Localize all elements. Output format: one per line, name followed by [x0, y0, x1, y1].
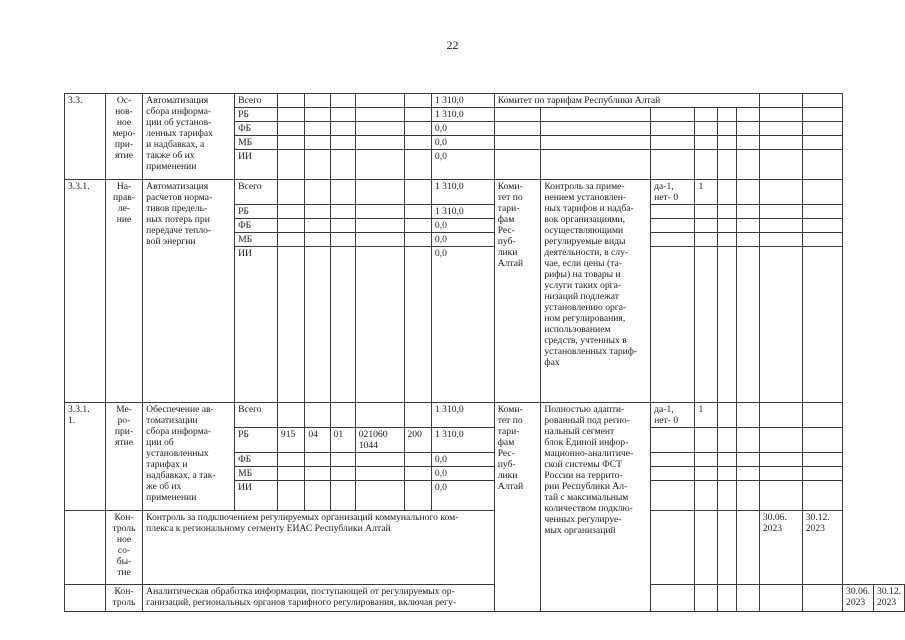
source-label: ФБ — [235, 122, 278, 136]
date-end: 30.12. 2023 — [802, 511, 842, 585]
source-label: МБ — [235, 467, 278, 481]
amount: 0,0 — [431, 150, 494, 180]
source-label: ФБ — [235, 453, 278, 467]
source-label: ИИ — [235, 481, 278, 511]
grbs-code: 915 — [277, 428, 304, 453]
source-label: ИИ — [235, 247, 278, 403]
amount: 0,0 — [431, 453, 494, 467]
indicator-value: 1 — [695, 180, 718, 205]
source-label: ФБ — [235, 219, 278, 233]
amount: 0,0 — [431, 122, 494, 136]
subsection-code: 01 — [330, 428, 355, 453]
row-number: 3.3. — [65, 94, 106, 180]
date-end: 30.12. 2023 — [874, 585, 905, 612]
control-event-kind: Кон- троль — [105, 585, 142, 612]
row-number: 3.3.1. — [65, 180, 106, 403]
page-number: 22 — [446, 38, 459, 52]
amount: 0,0 — [431, 136, 494, 150]
table-row — [65, 403, 905, 428]
amount: 1 310,0 — [431, 403, 494, 428]
source-label: РБ — [235, 428, 278, 453]
row-name: Обеспечение ав- томатизации сбора информа- ции об установленных тарифах и надбавках, а так- же об их применении — [143, 403, 235, 511]
amount: 0,0 — [431, 233, 494, 247]
expense-type-code: 200 — [404, 428, 431, 453]
amount: 1 310,0 — [431, 94, 494, 108]
amount: 0,0 — [431, 219, 494, 233]
table-row — [65, 585, 905, 612]
source-label: РБ — [235, 205, 278, 219]
table-row — [65, 94, 905, 108]
table-row — [65, 180, 905, 205]
section-code: 04 — [305, 428, 330, 453]
expected-result: Контроль за приме- нением установлен- ных тарифов и надба- вок организациями, осуществляющими регулируемые виды деятельности, в слу- чае, если цены (та- рифы) на товары и услуги таких орга- низаций подлежат установлению орга- ном регулирования, использованием средств, учтенных в установленных тариф- фах — [541, 180, 651, 403]
indicator-value: 1 — [695, 403, 718, 428]
control-event-text: Аналитическая обработка информации, поступающей от регулируемых ор- ганизаций, региональных органов тарифного регулирования, включая регу- — [143, 585, 495, 612]
expected-result: Полностью адапти- рованный под регио- нальный сегмент блок Единой инфор- мационно-аналитиче- ской системы ФСТ России на террито- рии Республики Ал- тай с максимальным количеством подклю- ченных регулируе- мых организаций — [541, 403, 651, 612]
amount: 0,0 — [431, 467, 494, 481]
date-start: 30.06. 2023 — [759, 511, 802, 585]
target-article-code: 021060 1044 — [355, 428, 404, 453]
source-label: Всего — [235, 403, 278, 428]
amount: 1 310,0 — [431, 205, 494, 219]
row-kind: Ос- нов- ное меро- при- ятие — [105, 94, 142, 180]
amount: 0,0 — [431, 247, 494, 403]
source-label: ИИ — [235, 150, 278, 180]
source-label: МБ — [235, 233, 278, 247]
amount: 1 310,0 — [431, 428, 494, 453]
amount: 1 310,0 — [431, 108, 494, 122]
table-row — [65, 511, 905, 585]
executor: Комитет по тарифам Республики Алтай — [494, 94, 759, 108]
program-table — [64, 93, 905, 612]
control-event-text: Контроль за подключением регулируемых организаций коммунального ком- плекса к региональному сегменту ЕИАС Республики Алтай — [143, 511, 495, 585]
row-kind: Ме- ро- при- ятие — [105, 403, 142, 511]
date-start: 30.06. 2023 — [843, 585, 874, 612]
amount: 0,0 — [431, 481, 494, 511]
row-name: Автоматизация расчетов норма- тивов предель- ных потерь при передаче тепло- вой энергии — [143, 180, 235, 403]
indicator: да-1, нет- 0 — [651, 180, 695, 205]
executor: Коми- тет по тари- фам Рес- пуб- лики Алтай — [494, 180, 541, 403]
executor: Коми- тет по тари- фам Рес- пуб- лики Алтай — [494, 403, 541, 612]
indicator: да-1, нет- 0 — [651, 403, 695, 428]
amount: 1 310,0 — [431, 180, 494, 205]
control-event-kind: Кон- троль ное со- бы- тие — [105, 511, 142, 585]
source-label: РБ — [235, 108, 278, 122]
source-label: МБ — [235, 136, 278, 150]
source-label: Всего — [235, 180, 278, 205]
source-label: Всего — [235, 94, 278, 108]
row-kind: На- прав- ле- ние — [105, 180, 142, 403]
row-name: Автоматизация сбора информа- ции об установ- ленных тарифах и надбавках, а также об их применении — [143, 94, 235, 180]
row-number: 3.3.1. 1. — [65, 403, 106, 511]
